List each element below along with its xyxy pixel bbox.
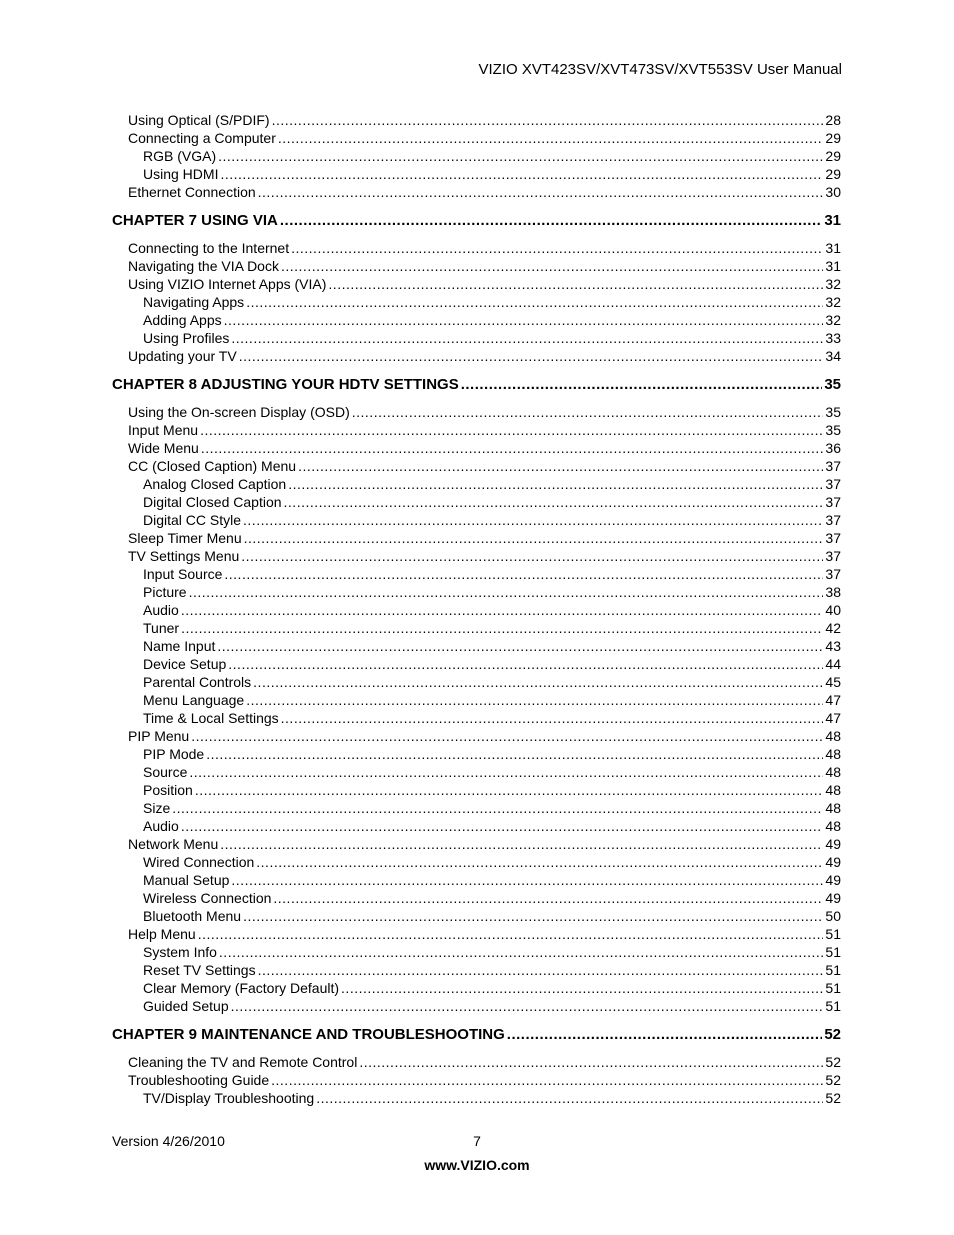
toc-entry-page: 37: [825, 494, 841, 510]
toc-entry[interactable]: [112, 835, 841, 853]
toc-entry-page: 52: [825, 1054, 841, 1070]
toc-entry-title: Navigating the VIA Dock: [128, 258, 279, 274]
toc-entry[interactable]: [112, 129, 841, 147]
toc-entry-title: Digital Closed Caption: [143, 494, 282, 510]
toc-entry[interactable]: [112, 601, 841, 619]
toc-entry-page: 37: [825, 530, 841, 546]
dot-leader: [195, 781, 824, 799]
toc-entry-title: CC (Closed Caption) Menu: [128, 458, 297, 474]
toc-entry[interactable]: [112, 889, 841, 907]
toc-entry[interactable]: [112, 257, 841, 275]
toc-entry-title: Updating your TV: [128, 348, 237, 364]
dot-leader: [219, 943, 824, 961]
toc-entry[interactable]: [112, 907, 841, 925]
toc-entry-title: Bluetooth Menu: [143, 908, 242, 924]
toc-entry-page: 35: [824, 376, 841, 393]
toc-entry[interactable]: [112, 979, 841, 997]
toc-entry-page: 35: [825, 422, 841, 438]
toc-entry[interactable]: [112, 529, 841, 547]
toc-entry-page: 31: [825, 240, 841, 256]
dot-leader: [224, 565, 823, 583]
dot-leader: [181, 817, 824, 835]
toc-entry-page: 48: [825, 782, 841, 798]
toc-entry[interactable]: [112, 997, 841, 1015]
dot-leader: [291, 239, 823, 257]
toc-entry-page: 48: [825, 800, 841, 816]
toc-entry[interactable]: [112, 547, 841, 565]
toc-entry[interactable]: [112, 655, 841, 673]
toc-entry-page: 47: [825, 710, 841, 726]
dot-leader: [273, 889, 823, 907]
toc-entry[interactable]: [112, 147, 841, 165]
toc-entry-page: 48: [825, 728, 841, 744]
toc-entry-page: 37: [825, 566, 841, 582]
toc-entry-page: 52: [825, 1090, 841, 1106]
toc-entry-page: 51: [825, 962, 841, 978]
toc-entry-title: Time & Local Settings: [143, 710, 279, 726]
dot-leader: [298, 457, 823, 475]
toc-entry-page: 35: [825, 404, 841, 420]
dot-leader: [328, 275, 823, 293]
toc-entry-title: Cleaning the TV and Remote Control: [128, 1054, 358, 1070]
toc-entry-title: Help Menu: [128, 926, 196, 942]
toc-entry[interactable]: [112, 439, 841, 457]
toc-entry-title: Using Profiles: [143, 330, 230, 346]
toc-entry[interactable]: [112, 727, 841, 745]
toc-entry-title: Clear Memory (Factory Default): [143, 980, 340, 996]
toc-entry-title: Manual Setup: [143, 872, 230, 888]
toc-entry-page: 49: [825, 872, 841, 888]
toc-entry-title: Navigating Apps: [143, 294, 245, 310]
toc-entry-title: PIP Menu: [128, 728, 190, 744]
toc-entry-page: 36: [825, 440, 841, 456]
toc-entry-page: 38: [825, 584, 841, 600]
toc-entry-page: 37: [825, 512, 841, 528]
toc-entry-page: 49: [825, 890, 841, 906]
toc-entry-title: Adding Apps: [143, 312, 222, 328]
toc-entry[interactable]: [112, 293, 841, 311]
dot-leader: [316, 1089, 823, 1107]
toc-entry[interactable]: [112, 1089, 841, 1107]
toc-entry[interactable]: [112, 961, 841, 979]
toc-entry-page: 42: [825, 620, 841, 636]
footer-website: www.VIZIO.com: [424, 1157, 530, 1173]
toc-entry-title: Sleep Timer Menu: [128, 530, 242, 546]
dot-leader: [246, 293, 823, 311]
toc-chapter-entry[interactable]: [112, 1025, 841, 1045]
toc-entry-page: 51: [825, 926, 841, 942]
toc-entry[interactable]: [112, 165, 841, 183]
toc-entry[interactable]: [112, 1071, 841, 1089]
toc-entry-title: CHAPTER 7 USING VIA: [112, 212, 278, 229]
toc-entry[interactable]: [112, 709, 841, 727]
toc-entry-title: Analog Closed Caption: [143, 476, 287, 492]
toc-entry-title: Wide Menu: [128, 440, 199, 456]
toc-entry-title: System Info: [143, 944, 217, 960]
toc-entry[interactable]: [112, 853, 841, 871]
dot-leader: [284, 493, 824, 511]
toc-entry-title: Name Input: [143, 638, 216, 654]
toc-entry-title: Device Setup: [143, 656, 227, 672]
toc-entry[interactable]: [112, 457, 841, 475]
toc-entry-page: 34: [825, 348, 841, 364]
toc-entry-title: Picture: [143, 584, 187, 600]
toc-entry-title: Position: [143, 782, 193, 798]
toc-entry-page: 49: [825, 836, 841, 852]
toc-entry-page: 29: [825, 148, 841, 164]
dot-leader: [359, 1053, 823, 1071]
toc-entry-title: Connecting to the Internet: [128, 240, 290, 256]
footer-version: Version 4/26/2010: [112, 1133, 225, 1149]
toc-entry-page: 37: [825, 458, 841, 474]
toc-entry-title: Guided Setup: [143, 998, 229, 1014]
toc-entry-page: 49: [825, 854, 841, 870]
toc-entry-title: Tuner: [143, 620, 180, 636]
toc-entry-page: 37: [825, 476, 841, 492]
toc-entry-page: 29: [825, 166, 841, 182]
table-of-contents: [112, 111, 841, 1107]
toc-entry[interactable]: [112, 493, 841, 511]
toc-entry-page: 52: [824, 1026, 841, 1043]
toc-entry-title: Digital CC Style: [143, 512, 242, 528]
toc-entry-title: Network Menu: [128, 836, 219, 852]
footer-page-number: 7: [473, 1133, 481, 1149]
dot-leader: [206, 745, 823, 763]
dot-leader: [217, 637, 823, 655]
toc-entry-title: Size: [143, 800, 171, 816]
dot-leader: [256, 853, 823, 871]
toc-entry-title: RGB (VGA): [143, 148, 217, 164]
dot-leader: [281, 709, 824, 727]
dot-leader: [258, 183, 824, 201]
toc-entry[interactable]: [112, 673, 841, 691]
dot-leader: [281, 257, 823, 275]
toc-entry-page: 31: [825, 258, 841, 274]
toc-entry[interactable]: [112, 475, 841, 493]
toc-entry-page: 32: [825, 312, 841, 328]
toc-entry-page: 30: [825, 184, 841, 200]
dot-leader: [220, 835, 823, 853]
toc-entry-page: 33: [825, 330, 841, 346]
toc-entry[interactable]: [112, 183, 841, 201]
dot-leader: [507, 1025, 823, 1045]
toc-entry-title: Reset TV Settings: [143, 962, 256, 978]
dot-leader: [231, 329, 823, 347]
dot-leader: [172, 799, 823, 817]
toc-entry-page: 29: [825, 130, 841, 146]
dot-leader: [243, 907, 823, 925]
toc-entry[interactable]: [112, 329, 841, 347]
toc-entry-page: 51: [825, 998, 841, 1014]
dot-leader: [280, 211, 822, 231]
dot-leader: [191, 727, 823, 745]
toc-entry-title: Wired Connection: [143, 854, 255, 870]
toc-chapter-entry[interactable]: [112, 211, 841, 231]
toc-entry[interactable]: [112, 111, 841, 129]
dot-leader: [258, 961, 824, 979]
dot-leader: [272, 111, 824, 129]
dot-leader: [352, 403, 824, 421]
toc-entry[interactable]: [112, 763, 841, 781]
toc-entry[interactable]: [112, 943, 841, 961]
dot-leader: [228, 655, 823, 673]
toc-entry-page: 48: [825, 764, 841, 780]
toc-entry-page: 37: [825, 548, 841, 564]
toc-entry-page: 50: [825, 908, 841, 924]
toc-entry[interactable]: [112, 925, 841, 943]
toc-entry[interactable]: [112, 583, 841, 601]
dot-leader: [198, 925, 824, 943]
toc-entry-title: CHAPTER 8 ADJUSTING YOUR HDTV SETTINGS: [112, 376, 459, 393]
toc-entry-page: 47: [825, 692, 841, 708]
dot-leader: [246, 691, 823, 709]
toc-entry-title: Troubleshooting Guide: [128, 1072, 270, 1088]
toc-entry-title: TV Settings Menu: [128, 548, 240, 564]
dot-leader: [231, 997, 824, 1015]
toc-entry-page: 48: [825, 746, 841, 762]
toc-entry[interactable]: [112, 745, 841, 763]
dot-leader: [239, 347, 824, 365]
toc-entry-page: 52: [825, 1072, 841, 1088]
toc-entry-title: Connecting a Computer: [128, 130, 276, 146]
toc-entry[interactable]: [112, 871, 841, 889]
toc-entry[interactable]: [112, 637, 841, 655]
toc-entry-page: 44: [825, 656, 841, 672]
toc-entry-title: Ethernet Connection: [128, 184, 256, 200]
dot-leader: [189, 763, 823, 781]
dot-leader: [218, 147, 823, 165]
toc-entry-title: Using HDMI: [143, 166, 219, 182]
toc-entry-page: 48: [825, 818, 841, 834]
toc-entry-page: 40: [825, 602, 841, 618]
toc-entry[interactable]: [112, 311, 841, 329]
toc-entry[interactable]: [112, 403, 841, 421]
dot-leader: [220, 165, 823, 183]
toc-entry[interactable]: [112, 799, 841, 817]
dot-leader: [278, 129, 824, 147]
toc-entry[interactable]: [112, 275, 841, 293]
dot-leader: [341, 979, 823, 997]
dot-leader: [181, 601, 824, 619]
toc-entry[interactable]: [112, 511, 841, 529]
toc-entry-title: TV/Display Troubleshooting: [143, 1090, 315, 1106]
dot-leader: [231, 871, 823, 889]
toc-entry-page: 32: [825, 294, 841, 310]
toc-entry-title: Audio: [143, 602, 179, 618]
dot-leader: [200, 421, 823, 439]
toc-entry-page: 51: [825, 944, 841, 960]
toc-entry[interactable]: [112, 691, 841, 709]
dot-leader: [224, 311, 824, 329]
toc-entry-page: 43: [825, 638, 841, 654]
toc-entry-title: PIP Mode: [143, 746, 205, 762]
dot-leader: [189, 583, 824, 601]
dot-leader: [244, 529, 824, 547]
toc-entry-title: Using VIZIO Internet Apps (VIA): [128, 276, 327, 292]
toc-entry-page: 51: [825, 980, 841, 996]
dot-leader: [243, 511, 823, 529]
toc-entry[interactable]: [112, 781, 841, 799]
toc-entry-title: Source: [143, 764, 188, 780]
dot-leader: [253, 673, 823, 691]
dot-leader: [461, 375, 823, 395]
toc-entry[interactable]: [112, 1053, 841, 1071]
dot-leader: [181, 619, 823, 637]
toc-entry-title: Using the On-screen Display (OSD): [128, 404, 350, 420]
toc-entry[interactable]: [112, 565, 841, 583]
toc-entry-title: Using Optical (S/PDIF): [128, 112, 270, 128]
toc-entry-title: Menu Language: [143, 692, 245, 708]
toc-entry-title: CHAPTER 9 MAINTENANCE AND TROUBLESHOOTING: [112, 1026, 505, 1043]
toc-entry-page: 32: [825, 276, 841, 292]
toc-entry[interactable]: [112, 347, 841, 365]
toc-entry-title: Audio: [143, 818, 179, 834]
dot-leader: [288, 475, 823, 493]
toc-entry[interactable]: [112, 619, 841, 637]
toc-entry-title: Input Source: [143, 566, 223, 582]
toc-entry-page: 28: [825, 112, 841, 128]
dot-leader: [271, 1071, 823, 1089]
toc-entry-title: Parental Controls: [143, 674, 252, 690]
toc-entry-title: Wireless Connection: [143, 890, 272, 906]
toc-entry[interactable]: [112, 421, 841, 439]
manual-header-title: VIZIO XVT423SV/XVT473SV/XVT553SV User Manual: [478, 61, 842, 78]
toc-entry[interactable]: [112, 817, 841, 835]
dot-leader: [201, 439, 824, 457]
dot-leader: [241, 547, 823, 565]
toc-entry-page: 45: [825, 674, 841, 690]
toc-entry-page: 31: [824, 212, 841, 229]
toc-entry[interactable]: [112, 239, 841, 257]
toc-chapter-entry[interactable]: [112, 375, 841, 395]
toc-entry-title: Input Menu: [128, 422, 199, 438]
